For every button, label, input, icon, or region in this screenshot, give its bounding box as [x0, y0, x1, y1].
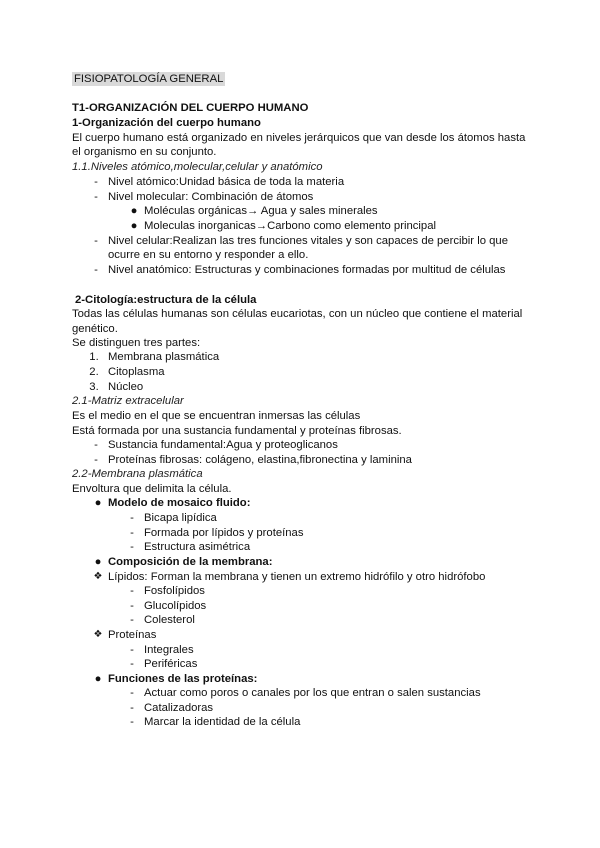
list-item [72, 263, 540, 278]
list-item-text: Proteínas [108, 629, 157, 641]
dash-marker: - [94, 235, 98, 247]
dash-marker: - [130, 512, 134, 524]
list-item [72, 453, 540, 468]
dash-marker: - [94, 264, 98, 276]
list-item [72, 219, 540, 234]
dash-marker: - [130, 614, 134, 626]
number-marker: 1. [89, 351, 99, 363]
list-item [72, 234, 540, 249]
list-item-text: Moleculas inorganicas→Carbono como elemento principal [144, 220, 436, 232]
list-item-text: Marcar la identidad de la célula [144, 716, 301, 728]
dash-marker: - [130, 585, 134, 597]
list-item-text: ocurre en su entorno y responder a ello. [108, 249, 309, 261]
list-item [72, 599, 540, 614]
list-item [72, 686, 540, 701]
dash-marker: - [130, 658, 134, 670]
list-item [72, 190, 540, 205]
list-item-text: Estructura asimétrica [144, 541, 251, 553]
number-marker: 3. [89, 381, 99, 393]
list-item-text: Nivel celular:Realizan las tres funciones vitales y son capaces de percibir lo que [108, 235, 508, 247]
bullet-marker: ● [94, 673, 102, 685]
list-item-continuation [72, 248, 540, 263]
bullet-marker: ● [130, 220, 138, 232]
list-item [72, 496, 540, 511]
list-item-text: Funciones de las proteínas: [108, 673, 258, 685]
dash-marker: - [94, 176, 98, 188]
list-item [72, 540, 540, 555]
list-item-text: Nivel molecular: Combinación de átomos [108, 191, 314, 203]
list-item [72, 657, 540, 672]
list-item [72, 584, 540, 599]
dash-marker: - [94, 191, 98, 203]
list-item-text: Moléculas orgánicas→ Agua y sales minerales [144, 205, 378, 217]
section-2-paragraph-line-2: genético. [72, 323, 118, 335]
diamond-bullet-icon: ❖ [93, 629, 103, 640]
subsection-2-2-heading: 2.2-Membrana plasmática [72, 468, 203, 480]
membrane-paragraph: Envoltura que delimita la célula. [72, 483, 232, 495]
subsection-2-1-heading: 2.1-Matriz extracelular [72, 395, 184, 407]
dash-marker: - [130, 527, 134, 539]
section-1-paragraph-line-2: el organismo en su conjunto. [72, 146, 217, 158]
list-item-text: Formada por lípidos y proteínas [144, 527, 304, 539]
numbered-item-text: Membrana plasmática [108, 351, 220, 363]
dash-marker: - [94, 439, 98, 451]
list-item [72, 526, 540, 541]
dash-marker: - [130, 541, 134, 553]
dash-marker: - [94, 454, 98, 466]
list-item-text: Lípidos: Forman la membrana y tienen un extremo hidrófilo y otro hidrófobo [108, 571, 486, 583]
list-item [72, 701, 540, 716]
dash-marker: - [130, 644, 134, 656]
section-1-paragraph-line-1: El cuerpo humano está organizado en niveles jerárquicos que van desde los átomos hasta [72, 132, 526, 144]
list-item-text: Glucolípidos [144, 600, 207, 612]
numbered-item [72, 365, 540, 380]
section-2-paragraph-line-1: Todas las células humanas son células eucariotas, con un núcleo que contiene el material [72, 308, 523, 320]
number-marker: 2. [89, 366, 99, 378]
list-item-text: Colesterol [144, 614, 195, 626]
matrix-paragraph-line-1: Es el medio en el que se encuentran inmersas las células [72, 410, 361, 422]
section-2-heading: 2-Citología:estructura de la célula [75, 294, 257, 306]
list-item-text: Modelo de mosaico fluido: [108, 497, 251, 509]
list-item-text: Catalizadoras [144, 702, 214, 714]
list-item-text: Sustancia fundamental:Agua y proteoglicanos [108, 439, 338, 451]
list-item [72, 438, 540, 453]
list-item [72, 672, 540, 687]
list-item [72, 175, 540, 190]
unit-title: T1-ORGANIZACIÓN DEL CUERPO HUMANO [72, 102, 309, 114]
list-item-text: Fosfolípidos [144, 585, 205, 597]
list-item-text: Bicapa lipídica [144, 512, 217, 524]
bullet-marker: ● [94, 497, 102, 509]
document-title-text: FISIOPATOLOGÍA GENERAL [74, 73, 224, 85]
list-item-text: Periféricas [144, 658, 198, 670]
list-item [72, 204, 540, 219]
section-1-heading: 1-Organización del cuerpo humano [72, 117, 261, 129]
diamond-bullet-icon: ❖ [93, 571, 103, 582]
dash-marker: - [130, 702, 134, 714]
section-2-paragraph-line-3: Se distinguen tres partes: [72, 337, 201, 349]
dash-marker: - [130, 716, 134, 728]
list-item-text: Actuar como poros o canales por los que entran o salen sustancias [144, 687, 481, 699]
list-item [72, 555, 540, 570]
matrix-paragraph-line-2: Está formada por una sustancia fundamental y proteínas fibrosas. [72, 425, 402, 437]
numbered-item [72, 380, 540, 395]
list-item-text: Proteínas fibrosas: colágeno, elastina,fibronectina y laminina [108, 454, 412, 466]
list-item-text: Integrales [144, 644, 194, 656]
list-item [72, 715, 540, 730]
bullet-marker: ● [130, 205, 138, 217]
list-item-text: Nivel atómico:Unidad básica de toda la materia [108, 176, 345, 188]
document-title [72, 72, 540, 87]
list-item-text: Nivel anatómico: Estructuras y combinaciones formadas por multitud de células [108, 264, 506, 276]
list-item [72, 643, 540, 658]
list-item [72, 570, 540, 585]
list-item [72, 511, 540, 526]
numbered-item-text: Citoplasma [108, 366, 165, 378]
list-item [72, 628, 540, 643]
list-item [72, 613, 540, 628]
list-item-text: Composición de la membrana: [108, 556, 273, 568]
bullet-marker: ● [94, 556, 102, 568]
dash-marker: - [130, 687, 134, 699]
numbered-item [72, 350, 540, 365]
dash-marker: - [130, 600, 134, 612]
numbered-item-text: Núcleo [108, 381, 144, 393]
subsection-1-1-heading: 1.1.Niveles atómico,molecular,celular y anatómico [72, 161, 323, 173]
